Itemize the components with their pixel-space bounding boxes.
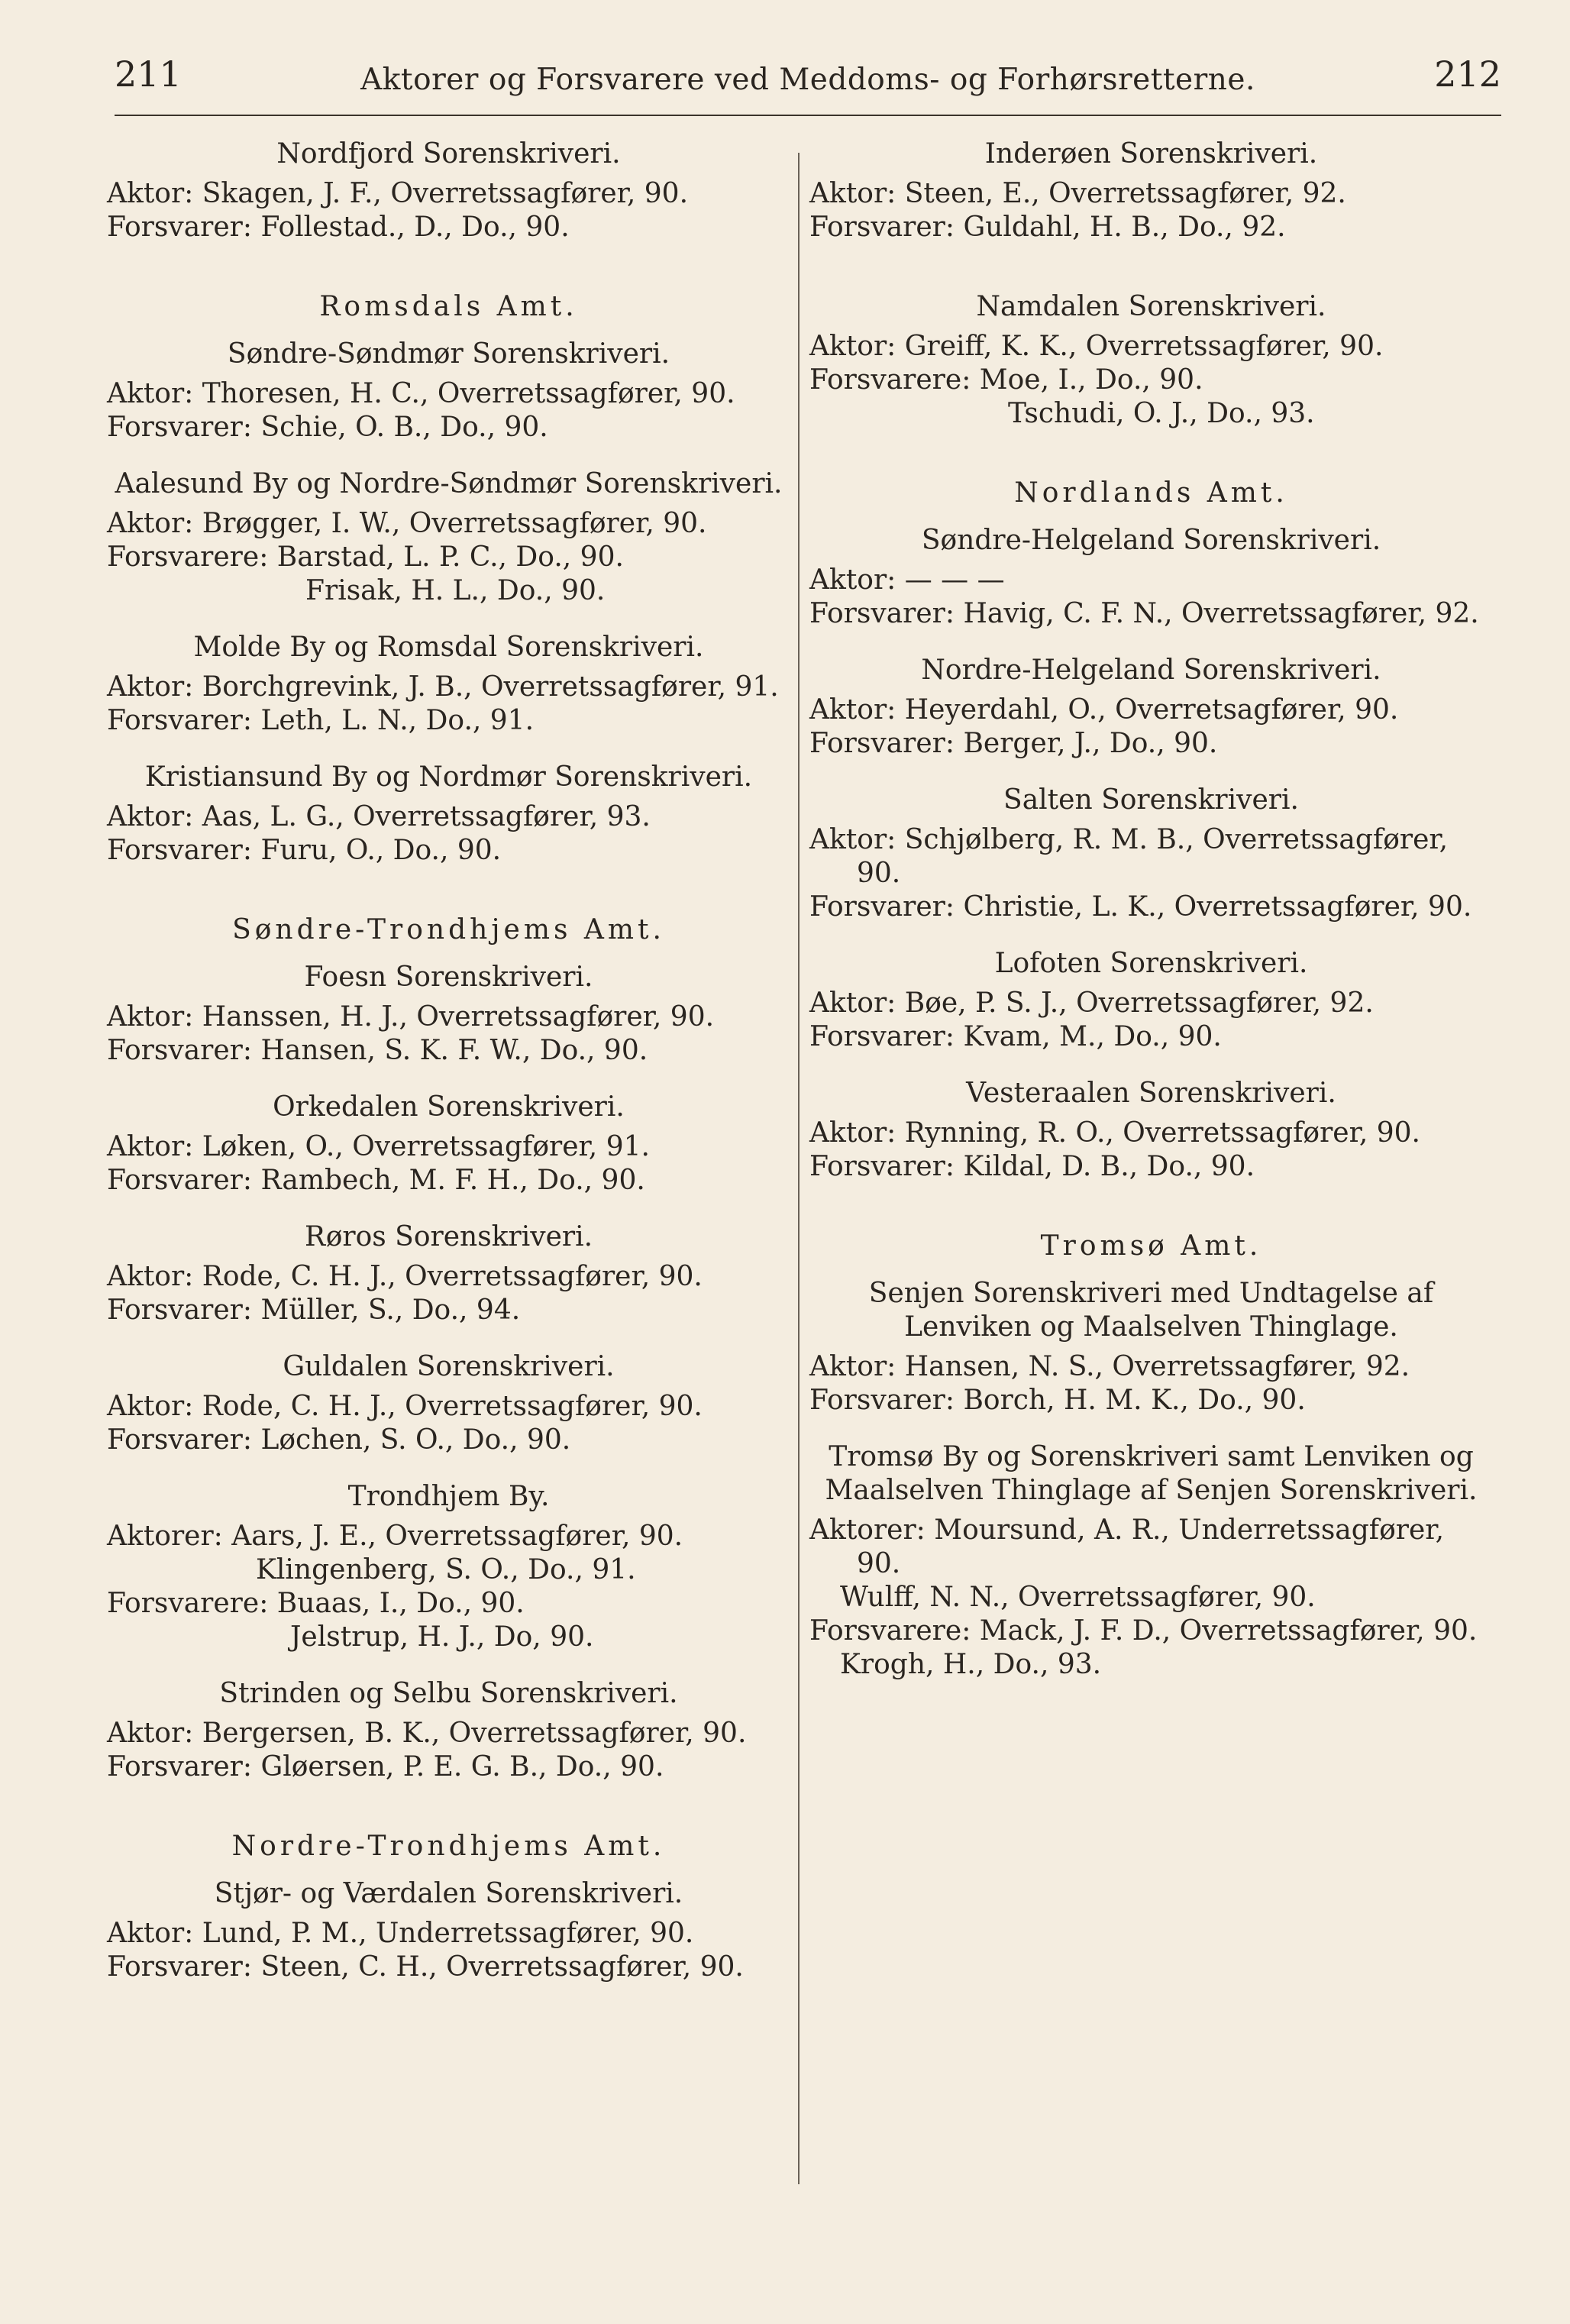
section-title: Lofoten Sorenskriveri. [994,948,1308,979]
entry-line: Forsvarere: Moe, I., Do., 90. [809,364,1203,396]
section-aalesund [107,467,790,608]
page-number-left: 211 [115,53,182,95]
entry-line: Aktor: Aas, L. G., Overretssagfører, 93. [107,801,651,832]
amt-heading: Søndre-Trondhjems Amt. [232,914,665,945]
section-inderoen [809,137,1493,244]
section-title: Namdalen Sorenskriveri. [976,291,1326,322]
section-title: Orkedalen Sorenskriveri. [273,1091,625,1123]
section-title: Aalesund By og Nordre-Søndmør Sorenskriveri. [115,468,783,499]
entry-line: Aktor: Løken, O., Overretssagfører, 91. [107,1131,650,1162]
section-molde [107,631,790,738]
section-title: Trondhjem By. [347,1481,550,1512]
entry-line: Forsvarer: Berger, J., Do., 90. [809,728,1218,759]
section-title: Nordfjord Sorenskriveri. [276,138,621,170]
entry-line: Forsvarer: Kvam, M., Do., 90. [809,1021,1222,1052]
section-orkedalen [107,1091,790,1198]
section-title: Inderøen Sorenskriveri. [984,138,1318,170]
entry-line: Aktor: Bergersen, B. K., Overretssagfører, 90. [107,1718,747,1749]
section-nordre-helgeland [809,654,1493,761]
section-title: Salten Sorenskriveri. [1003,784,1299,816]
section-tromso-by [809,1440,1493,1682]
section-namdalen [809,290,1493,431]
entry-line: Aktor: Steen, E., Overretssagfører, 92. [809,178,1346,209]
section-vesteraalen [809,1077,1493,1184]
section-guldalen [107,1350,790,1457]
section-strinden [107,1677,790,1784]
section-lofoten [809,947,1493,1054]
entry-line: Forsvarer: Borch, H. M. K., Do., 90. [809,1385,1306,1416]
header-rule [115,115,1501,116]
entry-line: Jelstrup, H. J., Do, 90. [290,1621,594,1653]
section-title: Strinden og Selbu Sorenskriveri. [219,1678,678,1709]
section-title: Søndre-Søndmør Sorenskriveri. [227,338,670,370]
entry-line: Aktorer: Aars, J. E., Overretssagfører, 90. [107,1521,683,1552]
running-title: Aktorer og Forsvarere ved Meddoms- og Forhørsretterne. [360,63,1255,97]
entry-line: Aktor: Lund, P. M., Underretssagfører, 90. [107,1918,694,1949]
left-column [107,137,790,2007]
entry-line: Klingenberg, S. O., Do., 91. [256,1554,636,1585]
entry-line: Forsvarer: Müller, S., Do., 94. [107,1295,521,1326]
entry-line: Forsvarer: Steen, C. H., Overretssagfører, 90. [107,1951,744,1983]
entry-line: Forsvarer: Christie, L. K., Overretssagfører, 90. [809,891,1472,923]
entry-line: Forsvarere: Mack, J. F. D., Overretssagfører, 90. [809,1615,1478,1647]
entry-line: Forsvarer: Leth, L. N., Do., 91. [107,705,535,736]
entry-line: Forsvarere: Barstad, L. P. C., Do., 90. [107,541,624,573]
entry-line: Wulff, N. N., Overretssagfører, 90. [840,1582,1316,1613]
entry-line: Forsvarer: Hansen, S. K. F. W., Do., 90. [107,1035,648,1066]
entry-line: Aktor: — — — [809,564,1005,596]
section-title: Søndre-Helgeland Sorenskriveri. [921,525,1381,556]
section-title: Tromsø By og Sorenskriveri samt Lenviken og Maalselven Thinglage af Senjen Sorenskriveri. [825,1441,1478,1506]
section-title: Molde By og Romsdal Sorenskriveri. [193,632,704,663]
section-trondhjem-by [107,1480,790,1654]
entry-line: Aktor: Greiff, K. K., Overretssagfører, 90. [809,331,1384,362]
entry-line: Krogh, H., Do., 93. [840,1649,1102,1680]
amt-heading: Nordre-Trondhjems Amt. [231,1831,666,1862]
section-sondre-helgeland [809,524,1493,631]
entry-line: Aktor: Schjølberg, R. M. B., Overretssagfører, 90. [809,824,1449,889]
section-title: Guldalen Sorenskriveri. [283,1351,615,1382]
section-nordfjord [107,137,790,244]
entry-line: Forsvarer: Furu, O., Do., 90. [107,835,502,866]
section-title: Kristiansund By og Nordmør Sorenskriveri. [144,761,753,793]
section-title: Foesn Sorenskriveri. [304,962,593,993]
amt-heading: Tromsø Amt. [1040,1230,1262,1262]
entry-line: Aktor: Hanssen, H. J., Overretssagfører, 90. [107,1001,715,1033]
section-title: Senjen Sorenskriveri med Undtagelse af Lenviken og Maalselven Thinglage. [868,1278,1434,1343]
page-number-right: 212 [1434,53,1501,95]
entry-line: Aktor: Brøgger, I. W., Overretssagfører, 90. [107,508,707,539]
section-salten [809,784,1493,924]
entry-line: Aktor: Hansen, N. S., Overretssagfører, 92. [809,1351,1410,1382]
entry-line: Frisak, H. L., Do., 90. [305,575,606,606]
section-title: Vesteraalen Sorenskriveri. [966,1078,1336,1109]
section-sondre-sondmor [107,338,790,444]
entry-line: Tschudi, O. J., Do., 93. [1008,398,1315,429]
entry-line: Aktor: Rode, C. H. J., Overretssagfører, 90. [107,1261,703,1292]
section-foesn [107,961,790,1068]
column-divider [798,153,800,2184]
entry-line: Aktor: Borchgrevink, J. B., Overretssagfører, 91. [107,671,779,703]
entry-line: Forsvarer: Rambech, M. F. H., Do., 90. [107,1165,645,1196]
page-header [115,53,1501,115]
entry-line: Aktor: Bøe, P. S. J., Overretssagfører, 92. [809,987,1374,1019]
entry-line: Forsvarer: Guldahl, H. B., Do., 92. [809,212,1286,243]
entry-line: Forsvarere: Buaas, I., Do., 90. [107,1588,525,1619]
entry-line: Aktorer: Moursund, A. R., Underretssagfører, 90. [809,1514,1445,1579]
right-column [809,137,1493,1705]
section-senjen [809,1277,1493,1417]
entry-line: Forsvarer: Havig, C. F. N., Overretssagfører, 92. [809,598,1479,629]
section-kristiansund [107,761,790,868]
section-title: Røros Sorenskriveri. [304,1221,593,1253]
entry-line: Forsvarer: Follestad., D., Do., 90. [107,212,570,243]
entry-line: Aktor: Thoresen, H. C., Overretssagfører, 90. [107,378,735,409]
entry-line: Aktor: Rode, C. H. J., Overretssagfører, 90. [107,1391,703,1422]
entry-line: Forsvarer: Kildal, D. B., Do., 90. [809,1151,1255,1182]
amt-heading: Romsdals Amt. [319,291,578,322]
section-roros [107,1220,790,1327]
entry-line: Aktor: Skagen, J. F., Overretssagfører, 90. [107,178,689,209]
entry-line: Forsvarer: Løchen, S. O., Do., 90. [107,1424,571,1456]
section-title: Stjør- og Værdalen Sorenskriveri. [214,1878,683,1909]
entry-line: Forsvarer: Gløersen, P. E. G. B., Do., 90. [107,1751,664,1783]
section-stjor [107,1877,790,1984]
entry-line: Forsvarer: Schie, O. B., Do., 90. [107,412,548,443]
section-title: Nordre-Helgeland Sorenskriveri. [921,655,1381,686]
amt-heading: Nordlands Amt. [1014,477,1288,509]
entry-line: Aktor: Heyerdahl, O., Overretsagfører, 90. [809,694,1399,726]
entry-line: Aktor: Rynning, R. O., Overretssagfører, 90. [809,1117,1420,1149]
